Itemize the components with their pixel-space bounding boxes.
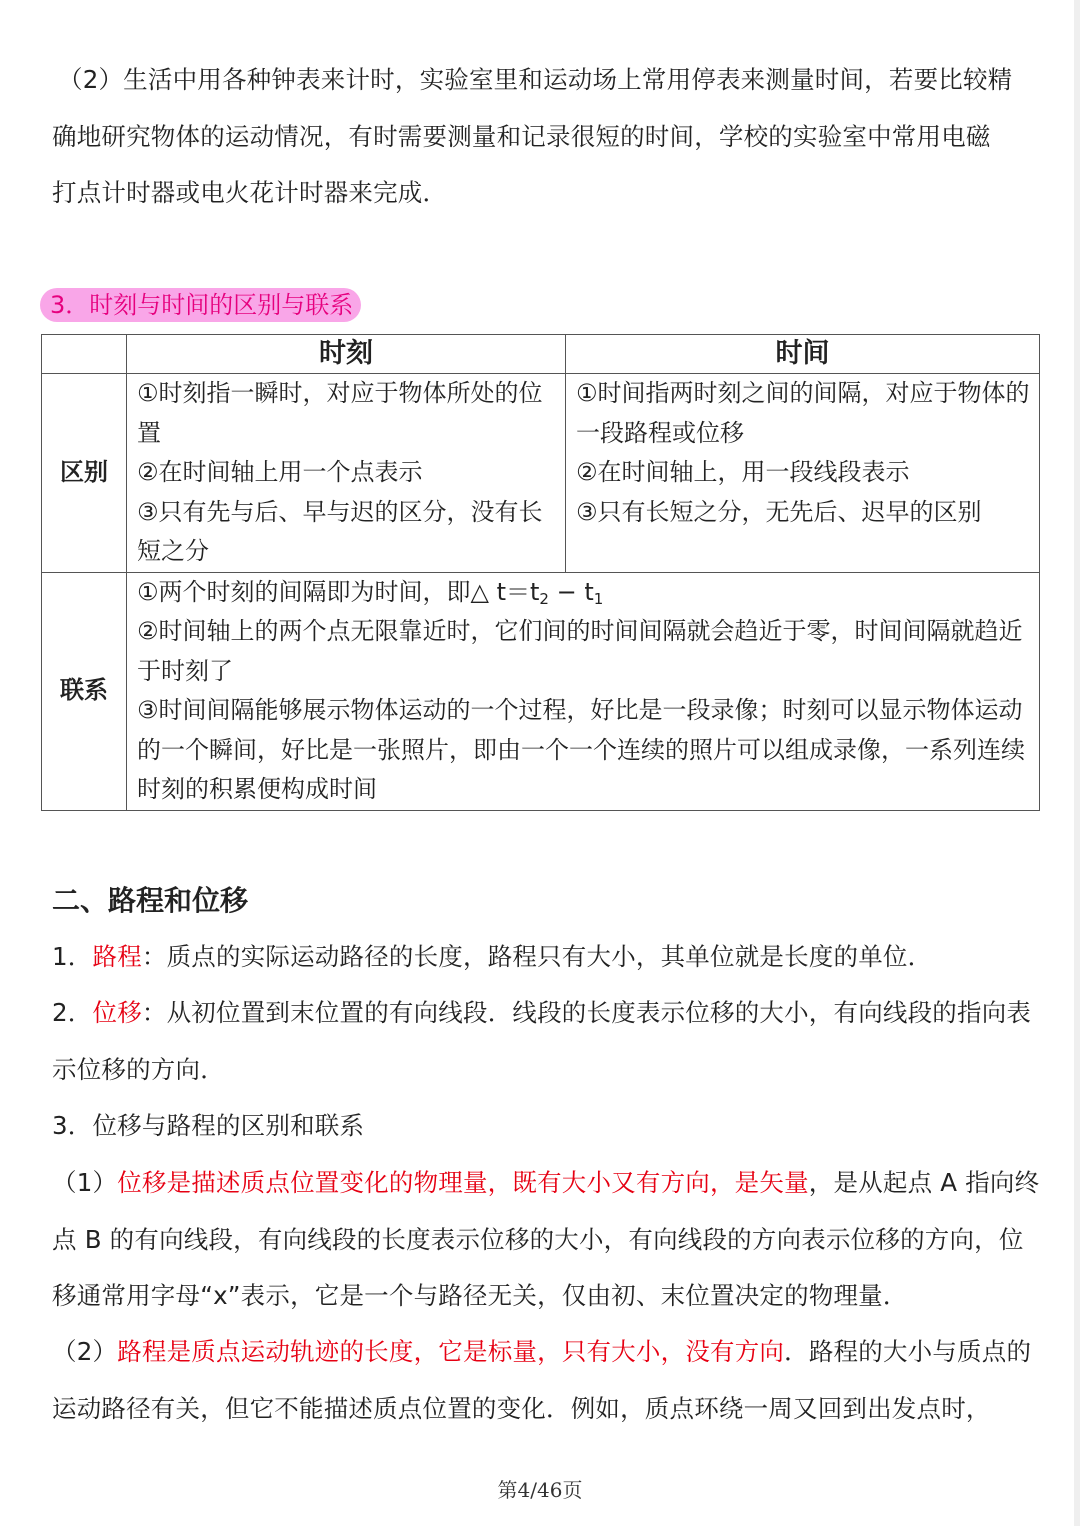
formula-subscript-1: 1	[593, 589, 604, 608]
relation-item: ③时间间隔能够展示物体运动的一个过程，好比是一段录像；时刻可以显示物体运动的一个瞬间，好比是一张照片，即由一个一个连续的照片可以组成录像，一系列连续时刻的积累便构成时间	[137, 696, 1025, 803]
header-interval: 时间	[566, 335, 1040, 374]
relation-cell	[127, 572, 1040, 810]
relation-item: ②时间轴上的两个点无限靠近时，它们间的时间间隔就会趋近于零，时间间隔就趋近于时刻了	[137, 617, 1023, 685]
intro-line: 打点计时器或电火花计时器来完成．	[52, 178, 448, 207]
comparison-table	[41, 334, 1040, 811]
item-2-term: 位移	[92, 998, 142, 1027]
formula-prefix: ①两个时刻的间隔即为时间，即△ t＝t	[137, 577, 540, 606]
moment-difference-cell	[127, 374, 566, 573]
page-footer: 第4/46页	[497, 1478, 583, 1502]
path-highlight-3: 只有大小	[561, 1337, 661, 1366]
item-2-paragraph	[52, 985, 1042, 1098]
path-highlight-1: 路程是质点运动轨迹的长度	[117, 1337, 414, 1366]
interval-item: ②在时间轴上，用一段线段表示	[576, 458, 910, 486]
relation-formula-item	[137, 573, 1031, 613]
path-highlight-4: 没有方向	[685, 1337, 785, 1366]
interval-difference-cell	[566, 374, 1040, 573]
intro-paragraph	[52, 52, 1042, 222]
section-2-heading: 二、路程和位移	[52, 884, 249, 917]
interval-item: ①时间指两时刻之间的间隔，对应于物体的一段路程或位移	[576, 379, 1030, 447]
item-1-text: ：质点的实际运动路径的长度，路程只有大小，其单位就是长度的单位．	[141, 942, 933, 971]
displacement-text: ，是从起点 A 指向终点 B 的有向线段，有向线段的长度表示位移的大小，有向线段的方向表示位移的方向，位移通常用字母“x”表示，它是一个与路径无关，仅由初、末位置决定的物理量．	[52, 1168, 1040, 1310]
table-row-relation	[42, 572, 1040, 810]
path-highlight-2: 它是标量	[438, 1337, 538, 1366]
displacement-number: （1）	[52, 1168, 118, 1197]
formula-subscript-2: 2	[539, 589, 549, 608]
path-paragraph	[52, 1324, 1042, 1437]
path-separator-2: ，	[537, 1337, 562, 1366]
page-edge	[1074, 0, 1080, 1526]
moment-item: ②在时间轴上用一个点表示	[137, 458, 423, 486]
section-3-heading: 3．时刻与时间的区别与联系	[40, 288, 361, 322]
item-1-number: 1．	[52, 942, 93, 971]
table-row-difference	[42, 374, 1040, 573]
intro-line: （2）生活中用各种钟表来计时，实验室里和运动场上常用停表来测量时间，若要比较精	[58, 65, 1013, 94]
path-separator-3: ，	[660, 1337, 686, 1366]
row-label-difference: 区别	[42, 374, 127, 573]
table-header-row	[42, 335, 1040, 374]
row-label-relation: 联系	[42, 572, 127, 810]
header-moment: 时刻	[127, 335, 566, 374]
item-1-paragraph	[52, 929, 1042, 986]
interval-item: ③只有长短之分，无先后、迟早的区别	[576, 497, 982, 526]
item-2-text: ：从初位置到末位置的有向线段．线段的长度表示位移的大小，有向线段的指向表示位移的方向．	[52, 998, 1032, 1084]
path-number: （2）	[52, 1337, 118, 1366]
item-1-term: 路程	[92, 942, 142, 971]
moment-item: ③只有先与后、早与迟的区分，没有长短之分	[137, 497, 543, 565]
intro-line: 确地研究物体的运动情况，有时需要测量和记录很短的时间，学校的实验室中常用电磁	[52, 121, 991, 151]
formula-minus: − t	[548, 577, 594, 606]
displacement-paragraph	[52, 1155, 1042, 1325]
moment-item: ①时刻指一瞬时，对应于物体所处的位置	[137, 379, 543, 447]
displacement-highlight: 位移是描述质点位置变化的物理量，既有大小又有方向，是矢量	[117, 1168, 809, 1197]
path-text: ．路程的大小与质点的运动路径有关，但它不能描述质点位置的变化．例如，质点环绕一周又回到出发点时，	[52, 1337, 1032, 1423]
item-3-heading: 3．位移与路程的区别和联系	[52, 1111, 365, 1140]
empty-header-cell	[42, 335, 127, 374]
item-2-number: 2．	[52, 998, 93, 1027]
path-separator-1: ，	[413, 1337, 439, 1366]
